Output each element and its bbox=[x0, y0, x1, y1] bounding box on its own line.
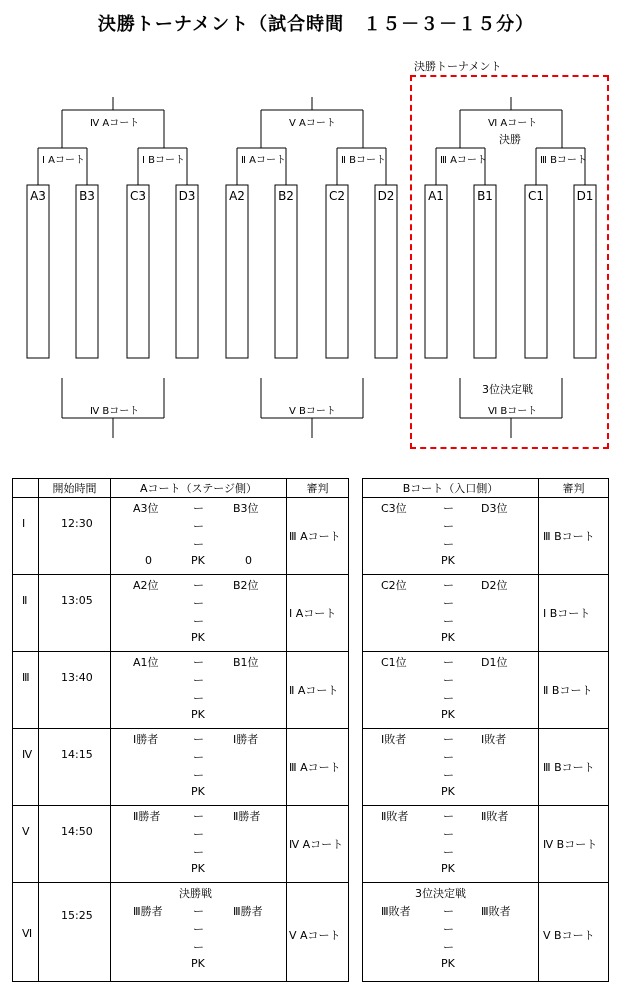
referee: Ⅴ Aコート bbox=[289, 929, 341, 942]
col-header-referee-b: 審判 bbox=[539, 479, 609, 498]
versus-dash: ー bbox=[193, 905, 204, 918]
start-time: 12:30 bbox=[61, 517, 93, 530]
schedule-table-b bbox=[362, 478, 609, 982]
team-1: A1位 bbox=[133, 656, 159, 669]
table-row bbox=[13, 575, 349, 652]
match-heading: 3位決定戦 bbox=[415, 887, 466, 900]
pk-label: PK bbox=[191, 708, 205, 721]
score-dash-1: ー bbox=[443, 674, 454, 687]
bracket-3-bottom-label: Ⅵ Bコート bbox=[488, 406, 538, 417]
pk-label: PK bbox=[191, 957, 205, 970]
match-number: Ⅲ bbox=[22, 671, 30, 684]
score-dash-1: ー bbox=[443, 828, 454, 841]
table-row bbox=[13, 883, 349, 982]
score-2: 0 bbox=[245, 554, 252, 567]
score-dash-2: ー bbox=[193, 846, 204, 859]
bracket-2-team-4: D2 bbox=[377, 189, 395, 203]
score-dash-1: ー bbox=[193, 923, 204, 936]
versus-dash: ー bbox=[443, 656, 454, 669]
bracket-lines bbox=[0, 0, 632, 460]
pk-label: PK bbox=[191, 631, 205, 644]
bracket-3-top-label: Ⅵ Aコート bbox=[488, 118, 538, 129]
start-time: 14:50 bbox=[61, 825, 93, 838]
finals-word: 決勝 bbox=[499, 133, 521, 146]
team-1: Ⅱ敗者 bbox=[381, 810, 409, 823]
referee: Ⅰ Aコート bbox=[289, 607, 337, 620]
col-header-time: 開始時間 bbox=[39, 479, 111, 498]
pk-label: PK bbox=[441, 957, 455, 970]
team-2: D1位 bbox=[481, 656, 508, 669]
referee: Ⅴ Bコート bbox=[543, 929, 595, 942]
referee: Ⅰ Bコート bbox=[543, 607, 591, 620]
team-2: Ⅱ敗者 bbox=[481, 810, 509, 823]
pk-label: PK bbox=[441, 862, 455, 875]
versus-dash: ー bbox=[193, 733, 204, 746]
team-1: Ⅲ敗者 bbox=[381, 905, 411, 918]
score-dash-2: ー bbox=[443, 615, 454, 628]
referee: Ⅲ Aコート bbox=[289, 761, 341, 774]
team-2: Ⅲ勝者 bbox=[233, 905, 263, 918]
bracket-2-bottom-label: Ⅴ Bコート bbox=[289, 406, 336, 417]
match-number: Ⅰ bbox=[22, 517, 26, 530]
score-dash-1: ー bbox=[193, 520, 204, 533]
team-2: B1位 bbox=[233, 656, 259, 669]
team-2: Ⅲ敗者 bbox=[481, 905, 511, 918]
col-header-referee-a: 審判 bbox=[287, 479, 349, 498]
score-dash-2: ー bbox=[443, 538, 454, 551]
bracket-2-lines bbox=[226, 97, 397, 438]
table-row bbox=[363, 806, 609, 883]
team-2: B3位 bbox=[233, 502, 259, 515]
score-dash-1: ー bbox=[443, 751, 454, 764]
start-time: 13:40 bbox=[61, 671, 93, 684]
team-1: C2位 bbox=[381, 579, 407, 592]
score-dash-1: ー bbox=[443, 923, 454, 936]
team-1: A3位 bbox=[133, 502, 159, 515]
team-2: D3位 bbox=[481, 502, 508, 515]
bracket-1-team-1: A3 bbox=[30, 189, 46, 203]
score-dash-2: ー bbox=[443, 846, 454, 859]
score-1: 0 bbox=[145, 554, 152, 567]
table-row bbox=[363, 883, 609, 982]
start-time: 13:05 bbox=[61, 594, 93, 607]
table-row bbox=[363, 729, 609, 806]
table-row bbox=[13, 806, 349, 883]
score-dash-1: ー bbox=[193, 751, 204, 764]
referee: Ⅳ Aコート bbox=[289, 838, 344, 851]
versus-dash: ー bbox=[443, 810, 454, 823]
team-2: Ⅱ勝者 bbox=[233, 810, 261, 823]
table-row bbox=[13, 652, 349, 729]
versus-dash: ー bbox=[443, 502, 454, 515]
score-dash-1: ー bbox=[443, 597, 454, 610]
bracket-1-team-3: C3 bbox=[129, 189, 146, 203]
score-dash-2: ー bbox=[193, 941, 204, 954]
pk-label: PK bbox=[441, 554, 455, 567]
page-title: 決勝トーナメント（試合時間 １５－３－１５分） bbox=[97, 14, 535, 35]
pk-label: PK bbox=[441, 631, 455, 644]
bracket-2-team-1: A2 bbox=[229, 189, 245, 203]
table-row bbox=[363, 575, 609, 652]
bracket-3-left-label: Ⅲ Aコート bbox=[440, 155, 487, 166]
score-dash-2: ー bbox=[193, 769, 204, 782]
pk-label: PK bbox=[191, 554, 205, 567]
bracket-1-left-label: Ⅰ Aコート bbox=[42, 155, 85, 166]
bracket-1-team-2: B3 bbox=[79, 189, 95, 203]
start-time: 14:15 bbox=[61, 748, 93, 761]
bracket-1-right-label: Ⅰ Bコート bbox=[142, 155, 185, 166]
bracket-1-lines bbox=[27, 97, 198, 438]
pk-label: PK bbox=[441, 785, 455, 798]
pk-label: PK bbox=[191, 785, 205, 798]
score-dash-2: ー bbox=[193, 692, 204, 705]
versus-dash: ー bbox=[193, 579, 204, 592]
col-header-num bbox=[13, 479, 39, 498]
bracket-3-team-2: B1 bbox=[477, 189, 493, 203]
col-header-a-court: Aコート（ステージ側） bbox=[111, 479, 287, 498]
bracket-2-team-3: C2 bbox=[328, 189, 345, 203]
bracket-2-top-label: Ⅴ Aコート bbox=[289, 118, 336, 129]
referee: Ⅱ Bコート bbox=[543, 684, 593, 697]
score-dash-2: ー bbox=[193, 538, 204, 551]
match-number: Ⅱ bbox=[22, 594, 28, 607]
score-dash-2: ー bbox=[443, 692, 454, 705]
versus-dash: ー bbox=[443, 905, 454, 918]
score-dash-1: ー bbox=[193, 674, 204, 687]
team-1: Ⅱ勝者 bbox=[133, 810, 161, 823]
bracket-3-right-label: Ⅲ Bコート bbox=[540, 155, 587, 166]
pk-label: PK bbox=[191, 862, 205, 875]
table-row bbox=[13, 498, 349, 575]
bracket-1-top-label: Ⅳ Aコート bbox=[90, 118, 140, 129]
team-1: Ⅰ敗者 bbox=[381, 733, 407, 746]
bracket-3-team-4: D1 bbox=[576, 189, 594, 203]
team-1: C1位 bbox=[381, 656, 407, 669]
pk-label: PK bbox=[441, 708, 455, 721]
score-dash-1: ー bbox=[443, 520, 454, 533]
referee: Ⅲ Aコート bbox=[289, 530, 341, 543]
referee: Ⅲ Bコート bbox=[543, 530, 595, 543]
bracket-3-team-1: A1 bbox=[428, 189, 444, 203]
match-number: Ⅵ bbox=[22, 927, 33, 940]
table-row bbox=[13, 729, 349, 806]
schedule-table-a bbox=[12, 478, 349, 982]
bracket-1-team-4: D3 bbox=[178, 189, 196, 203]
start-time: 15:25 bbox=[61, 909, 93, 922]
versus-dash: ー bbox=[193, 810, 204, 823]
referee: Ⅱ Aコート bbox=[289, 684, 339, 697]
col-header-b-court: Bコート（入口側） bbox=[363, 479, 539, 498]
versus-dash: ー bbox=[443, 579, 454, 592]
team-1: Ⅰ勝者 bbox=[133, 733, 159, 746]
team-1: Ⅲ勝者 bbox=[133, 905, 163, 918]
score-dash-2: ー bbox=[193, 615, 204, 628]
team-2: D2位 bbox=[481, 579, 508, 592]
team-2: B2位 bbox=[233, 579, 259, 592]
versus-dash: ー bbox=[193, 502, 204, 515]
finals-tournament-label: 決勝トーナメント bbox=[414, 60, 502, 73]
team-2: Ⅰ勝者 bbox=[233, 733, 259, 746]
score-dash-1: ー bbox=[193, 597, 204, 610]
match-number: Ⅳ bbox=[22, 748, 33, 761]
bracket-3-team-3: C1 bbox=[527, 189, 544, 203]
versus-dash: ー bbox=[443, 733, 454, 746]
score-dash-2: ー bbox=[443, 769, 454, 782]
third-place-word: 3位決定戦 bbox=[482, 383, 533, 396]
table-row bbox=[363, 652, 609, 729]
match-number: Ⅴ bbox=[22, 825, 30, 838]
team-1: A2位 bbox=[133, 579, 159, 592]
table-row bbox=[363, 498, 609, 575]
referee: Ⅲ Bコート bbox=[543, 761, 595, 774]
bracket-2-right-label: Ⅱ Bコート bbox=[341, 155, 386, 166]
referee: Ⅳ Bコート bbox=[543, 838, 598, 851]
bracket-2-team-2: B2 bbox=[278, 189, 294, 203]
versus-dash: ー bbox=[193, 656, 204, 669]
score-dash-2: ー bbox=[443, 941, 454, 954]
score-dash-1: ー bbox=[193, 828, 204, 841]
team-2: Ⅰ敗者 bbox=[481, 733, 507, 746]
bracket-1-bottom-label: Ⅳ Bコート bbox=[90, 406, 140, 417]
match-heading: 決勝戦 bbox=[179, 887, 212, 900]
bracket-2-left-label: Ⅱ Aコート bbox=[241, 155, 286, 166]
team-1: C3位 bbox=[381, 502, 407, 515]
